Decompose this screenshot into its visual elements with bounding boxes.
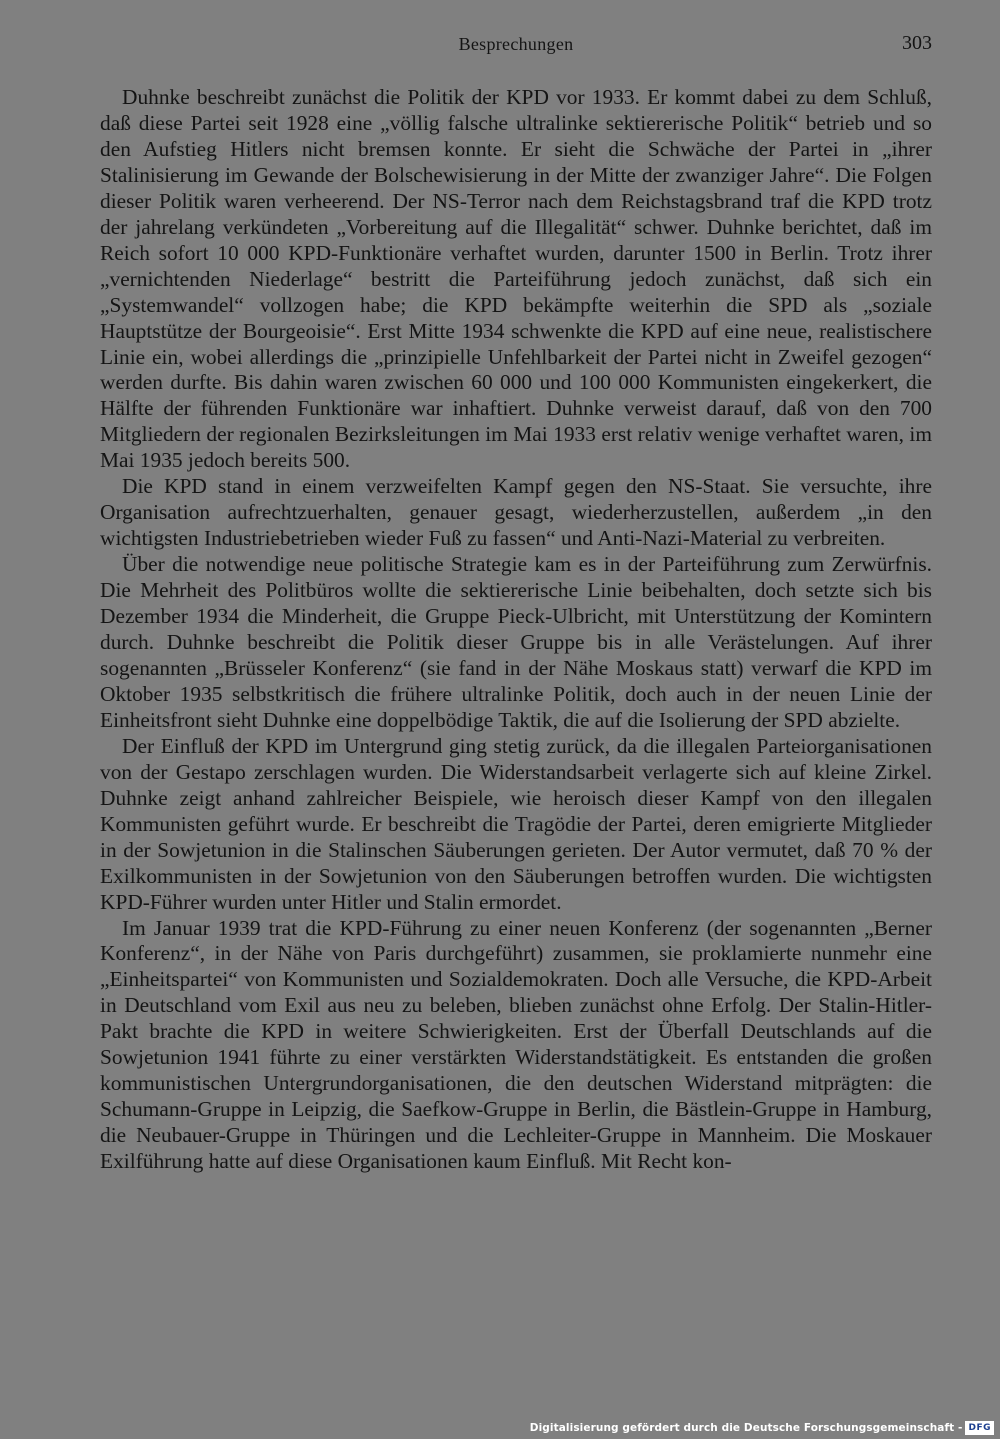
page-header <box>100 30 932 60</box>
digitization-footer <box>530 1420 994 1436</box>
paragraph: Über die notwendige neue politische Strategie kam es in der Parteiführung zum Zerwürfnis. Die Mehrheit des Politbüros wollte die sektiererische Linie beibehalten, doch setzte sich bis Dezember 1934 die Minderheit, die Gruppe Pieck-Ulbricht, mit Unterstützung der Komintern durch. Duhnke beschreibt die Politik dieser Gruppe bis in alle Verästelungen. Auf ihrer sogenannten „Brüsseler Konferenz“ (sie fand in der Nähe Moskaus statt) verwarf die KPD im Oktober 1935 selbstkritisch die frühere ultralinke Politik, doch auch in der neuen Linie der Einheitsfront sieht Duhnke eine doppelbödige Taktik, die auf die Isolierung der SPD abzielte. <box>100 552 932 732</box>
dfg-logo: DFG <box>965 1421 994 1435</box>
paragraph: Der Einfluß der KPD im Untergrund ging stetig zurück, da die illegalen Parteiorganisationen von der Gestapo zerschlagen wurden. Die Widerstandsarbeit verlagerte sich auf kleine Zirkel. Duhnke zeigt anhand zahlreicher Beispiele, wie heroisch dieser Kampf von den illegalen Kommunisten geführt wurde. Er beschreibt die Tragödie der Partei, deren emigrierte Mitglieder in der Sowjetunion in die Stalinschen Säuberungen gerieten. Der Autor vermutet, daß 70 % der Exilkommunisten in der Sowjetunion von den Säuberungen betroffen wurden. Die wichtigsten KPD-Führer wurden unter Hitler und Stalin ermordet. <box>100 733 932 914</box>
article-body <box>100 85 932 1175</box>
running-title: Besprechungen <box>458 34 574 54</box>
page-number: 303 <box>902 32 932 54</box>
paragraph: Im Januar 1939 trat die KPD-Führung zu einer neuen Konferenz (der sogenannten „Berner Konferenz“, in der Nähe von Paris durchgeführt) zusammen, sie proklamierte nunmehr eine „Einheitspartei“ von Kommunisten und Sozialdemokraten. Doch alle Versuche, die KPD-Arbeit in Deutschland vom Exil aus neu zu beleben, blieben zunächst ohne Erfolg. Der Stalin-Hitler-Pakt brachte die KPD in weitere Schwierigkeiten. Erst der Überfall Deutschlands auf die Sowjetunion 1941 führte zu einer verstärkten Widerstandstätigkeit. Es entstanden die großen kommunistischen Untergrundorganisationen, die den deutschen Widerstand mitprägten: die Schumann-Gruppe in Leipzig, die Saefkow-Gruppe in Berlin, die Bästlein-Gruppe in Hamburg, die Neubauer-Gruppe in Thüringen und die Lechleiter-Gruppe in Mannheim. Die Moskauer Exilführung hatte auf diese Organisationen kaum Einfluß. Mit Recht kon- <box>100 915 932 1174</box>
funding-note: Digitalisierung gefördert durch die Deutsche Forschungsgemeinschaft - <box>529 1422 963 1434</box>
paragraph: Duhnke beschreibt zunächst die Politik der KPD vor 1933. Er kommt dabei zu dem Schluß, daß diese Partei seit 1928 eine „völlig falsche ultralinke sektiererische Politik“ betrieb und so den Aufstieg Hitlers nicht bremsen konnte. Er sieht die Schwäche der Partei in „ihrer Stalinisierung im Gewande der Bolschewisierung in der Mitte der zwanziger Jahre“. Die Folgen dieser Politik waren verheerend. Der NS-Terror nach dem Reichstagsbrand traf die KPD trotz der jahrelang verkündeten „Vorbereitung auf die Illegalität“ schwer. Duhnke berichtet, daß im Reich sofort 10 000 KPD-Funktionäre verhaftet wurden, darunter 1500 in Berlin. Trotz ihrer „vernichtenden Niederlage“ bestritt die Parteiführung jedoch zunächst, daß sich ein „Systemwandel“ vollzogen habe; die KPD bekämpfte weiterhin die SPD als „soziale Hauptstütze der Bourgeoisie“. Erst Mitte 1934 schwenkte die KPD auf eine neue, realistischere Linie ein, wobei allerdings die „prinzipielle Unfehlbarkeit der Partei nicht in Zweifel gezogen“ werden durfte. Bis dahin waren zwischen 60 000 und 100 000 Kommunisten eingekerkert, die Hälfte der führenden Funktionäre war inhaftiert. Duhnke verweist darauf, daß von den 700 Mitgliedern der regionalen Bezirksleitungen im Mai 1933 erst relativ wenige verhaftet waren, im Mai 1935 jedoch bereits 500. <box>100 85 932 473</box>
paragraph: Die KPD stand in einem verzweifelten Kampf gegen den NS-Staat. Sie versuchte, ihre Organisation aufrechtzuerhalten, genauer gesagt, wiederherzustellen, außerdem „in den wichtigsten Industriebetrieben wieder Fuß zu fassen“ und Anti-Nazi-Material zu verbreiten. <box>100 474 932 551</box>
